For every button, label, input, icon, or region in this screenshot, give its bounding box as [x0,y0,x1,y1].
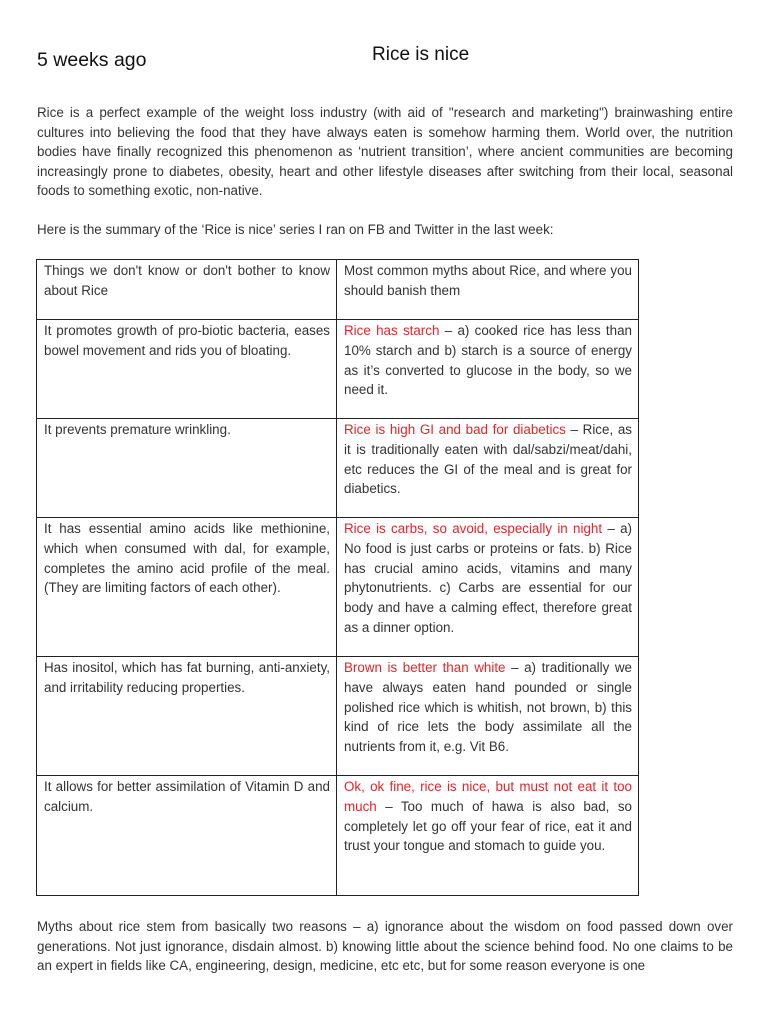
table-row [37,320,639,419]
table-row [37,419,639,518]
table-header-facts: Things we don't know or don't bother to know about Rice [37,260,337,320]
myth-rebuttal: – a) cooked rice has less than 10% starch and b) starch is a source of energy as it’s converted to glucose in the body, so we need it. [344,323,632,398]
myth-label: Rice has starch [344,323,440,338]
myth-label: Rice is carbs, so avoid, especially in night [344,521,603,536]
myth-rebuttal: – a) traditionally we have always eaten hand pounded or single polished rice which is whitish, not brown, b) this kind of rice lets the body assimilate all the nutrients from it, e.g. Vit B6. [344,660,632,755]
fact-cell: It has essential amino acids like methionine, which when consumed with dal, for example, completes the amino acid profile of the meal. (They are limiting factors of each other). [37,518,337,657]
myth-label: Brown is better than white [344,660,506,675]
rice-facts-myths-table [36,259,639,896]
myth-label: Rice is high GI and bad for diabetics [344,422,566,437]
myth-cell [337,657,639,776]
post-header [37,44,733,80]
myth-cell [337,518,639,657]
table-header-row [37,260,639,320]
myth-label: Ok, ok fine, rice is nice, but must not eat it too much [344,779,632,814]
summary-lead-paragraph: Here is the summary of the ‘Rice is nice’ series I ran on FB and Twitter in the last week: [37,222,554,237]
myth-rebuttal: – Rice, as it is traditionally eaten with dal/sabzi/meat/dahi, etc reduces the GI of the meal and is great for diabetics. [344,422,632,497]
myth-cell [337,419,639,518]
myth-cell [337,320,639,419]
closing-paragraph: Myths about rice stem from basically two reasons – a) ignorance about the wisdom on food passed down over generations. Not just ignorance, disdain almost. b) knowing little about the science behind food. No one claims to be an expert in fields like CA, engineering, design, medicine, etc etc, but for some reason everyone is one [37,919,733,974]
intro-paragraph: Rice is a perfect example of the weight loss industry (with aid of "research and marketing") brainwashing entire cultures into believing the food that they have always eaten is somehow harming them. World over, the nutrition bodies have finally recognized this phenomenon as ‘nutrient transition’, where ancient communities are becoming increasingly prone to diabetes, obesity, heart and other lifestyle diseases after switching from their local, seasonal foods to something exotic, non-native. [37,105,733,199]
table-header-myths: Most common myths about Rice, and where you should banish them [337,260,639,320]
myth-rebuttal: – Too much of hawa is also bad, so completely let go off your fear of rice, eat it and trust your tongue and stomach to guide you. [344,798,632,854]
post-title: Rice is nice [372,44,470,65]
fact-cell: Has inositol, which has fat burning, anti-anxiety, and irritability reducing properties. [37,657,337,776]
table-row [37,776,639,896]
myth-cell [337,776,639,896]
fact-cell: It prevents premature wrinkling. [37,419,337,518]
table-row [37,518,639,657]
post-date: 5 weeks ago [37,49,147,71]
table-row [37,657,639,776]
fact-cell: It allows for better assimilation of Vitamin D and calcium. [37,776,337,896]
fact-cell: It promotes growth of pro-biotic bacteria, eases bowel movement and rids you of bloating. [37,320,337,419]
myth-rebuttal: – a) No food is just carbs or proteins or fats. b) Rice has crucial amino acids, vitamins and many phytonutrients. c) Carbs are essential for our body and have a calming effect, therefore great as a dinner option. [344,521,632,635]
